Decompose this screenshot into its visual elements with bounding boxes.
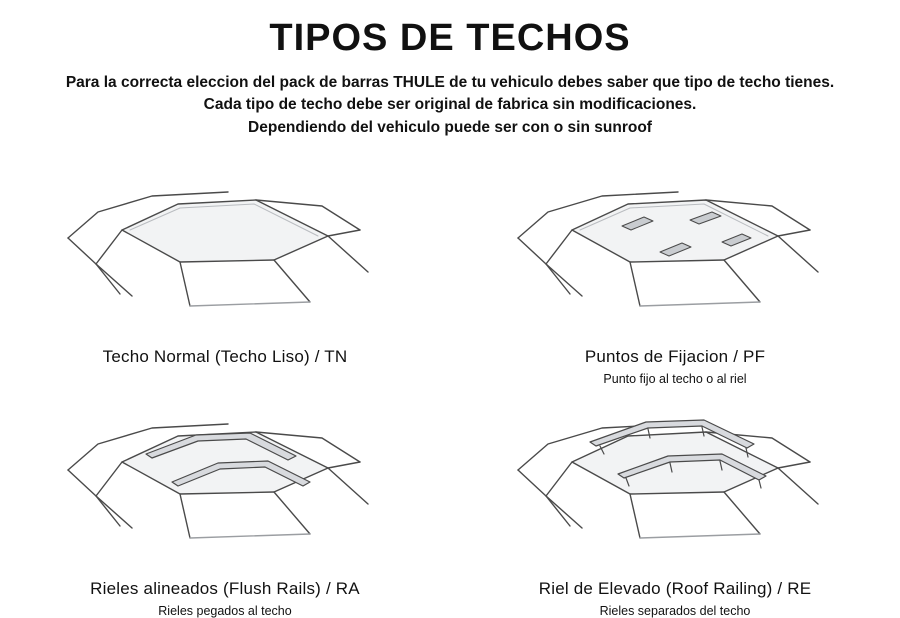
roof-type-caption-re: Riel de Elevado (Roof Railing) / RE [538, 579, 812, 598]
roof-types-infographic [0, 18, 900, 618]
roof-type-subcaption-re: Rieles separados del techo [599, 604, 751, 618]
car-roof-raised-railing-icon [510, 408, 840, 573]
subtitle-line-1: Para la correcta eleccion del pack de barras THULE de tu vehiculo debes saber que tipo de techo tienes. [65, 73, 835, 91]
roof-type-subcaption-pf: Punto fijo al techo o al riel [603, 372, 747, 386]
subtitle-block [0, 72, 900, 139]
car-roof-fixpoint-icon [510, 176, 840, 341]
roof-type-caption-ra: Rieles alineados (Flush Rails) / RA [90, 579, 360, 598]
roof-type-card-ra [0, 386, 450, 618]
roof-type-subcaption-ra: Rieles pegados al techo [158, 604, 292, 618]
roof-type-caption-pf: Puntos de Fijacion / PF [584, 347, 766, 366]
roof-type-caption-tn: Techo Normal (Techo Liso) / TN [102, 347, 348, 366]
roof-type-card-pf [450, 168, 900, 386]
roof-type-grid [0, 168, 900, 618]
car-roof-plain-icon [60, 176, 390, 341]
subtitle-line-3: Dependiendo del vehiculo puede ser con o sin sunroof [248, 118, 652, 136]
roof-type-card-tn [0, 168, 450, 386]
page-title: TIPOS DE TECHOS [269, 17, 631, 59]
subtitle-line-2: Cada tipo de techo debe ser original de fabrica sin modificaciones. [203, 96, 697, 114]
roof-type-card-re [450, 386, 900, 618]
car-roof-flush-rails-icon [60, 408, 390, 573]
